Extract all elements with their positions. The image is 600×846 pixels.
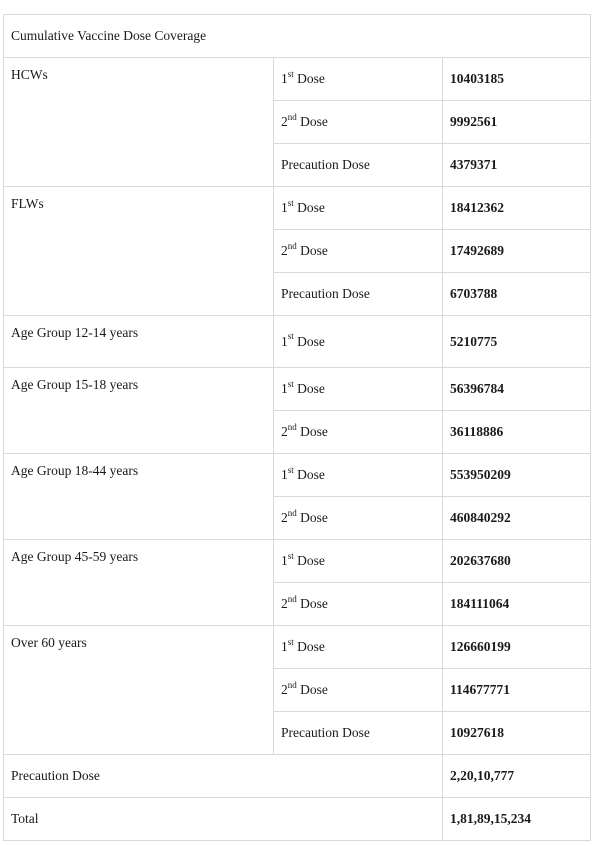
dose-label-second: 2nd Dose [274,497,443,540]
group-name-age-45-59: Age Group 45-59 years [4,540,274,626]
dose-value: 6703788 [443,273,591,316]
table-row [4,316,591,368]
dose-label-precaution: Precaution Dose [274,144,443,187]
dose-value: 10927618 [443,712,591,755]
dose-label-precaution: Precaution Dose [274,273,443,316]
dose-value: 126660199 [443,626,591,669]
dose-value: 18412362 [443,187,591,230]
summary-row-precaution [4,755,591,798]
dose-value: 202637680 [443,540,591,583]
summary-precaution-value: 2,20,10,777 [443,755,591,798]
group-name-over-60: Over 60 years [4,626,274,755]
table-row [4,540,591,583]
vaccine-coverage-page [3,14,590,841]
dose-label-second: 2nd Dose [274,230,443,273]
dose-label-second: 2nd Dose [274,669,443,712]
dose-label-first: 1st Dose [274,316,443,368]
table-row [4,626,591,669]
dose-label-second: 2nd Dose [274,411,443,454]
group-name-flw: FLWs [4,187,274,316]
dose-label-first: 1st Dose [274,368,443,411]
dose-label-first: 1st Dose [274,58,443,101]
dose-value: 553950209 [443,454,591,497]
dose-label-second: 2nd Dose [274,101,443,144]
table-row [4,187,591,230]
dose-value: 4379371 [443,144,591,187]
dose-value: 10403185 [443,58,591,101]
summary-total-label: Total [4,798,443,841]
dose-label-first: 1st Dose [274,540,443,583]
dose-value: 460840292 [443,497,591,540]
dose-value: 56396784 [443,368,591,411]
summary-row-total [4,798,591,841]
group-name-age-12-14: Age Group 12-14 years [4,316,274,368]
dose-label-first: 1st Dose [274,626,443,669]
vaccine-coverage-table [3,14,591,841]
dose-value: 9992561 [443,101,591,144]
dose-value: 184111064 [443,583,591,626]
group-name-age-15-18: Age Group 15-18 years [4,368,274,454]
dose-value: 114677771 [443,669,591,712]
dose-label-precaution: Precaution Dose [274,712,443,755]
dose-value: 36118886 [443,411,591,454]
summary-total-value: 1,81,89,15,234 [443,798,591,841]
dose-label-first: 1st Dose [274,454,443,497]
dose-label-first: 1st Dose [274,187,443,230]
dose-value: 17492689 [443,230,591,273]
group-name-age-18-44: Age Group 18-44 years [4,454,274,540]
table-row [4,58,591,101]
title-row [4,15,591,58]
group-name-hcw: HCWs [4,58,274,187]
dose-label-second: 2nd Dose [274,583,443,626]
dose-value: 5210775 [443,316,591,368]
table-title: Cumulative Vaccine Dose Coverage [4,15,591,58]
table-row [4,368,591,411]
summary-precaution-label: Precaution Dose [4,755,443,798]
table-row [4,454,591,497]
